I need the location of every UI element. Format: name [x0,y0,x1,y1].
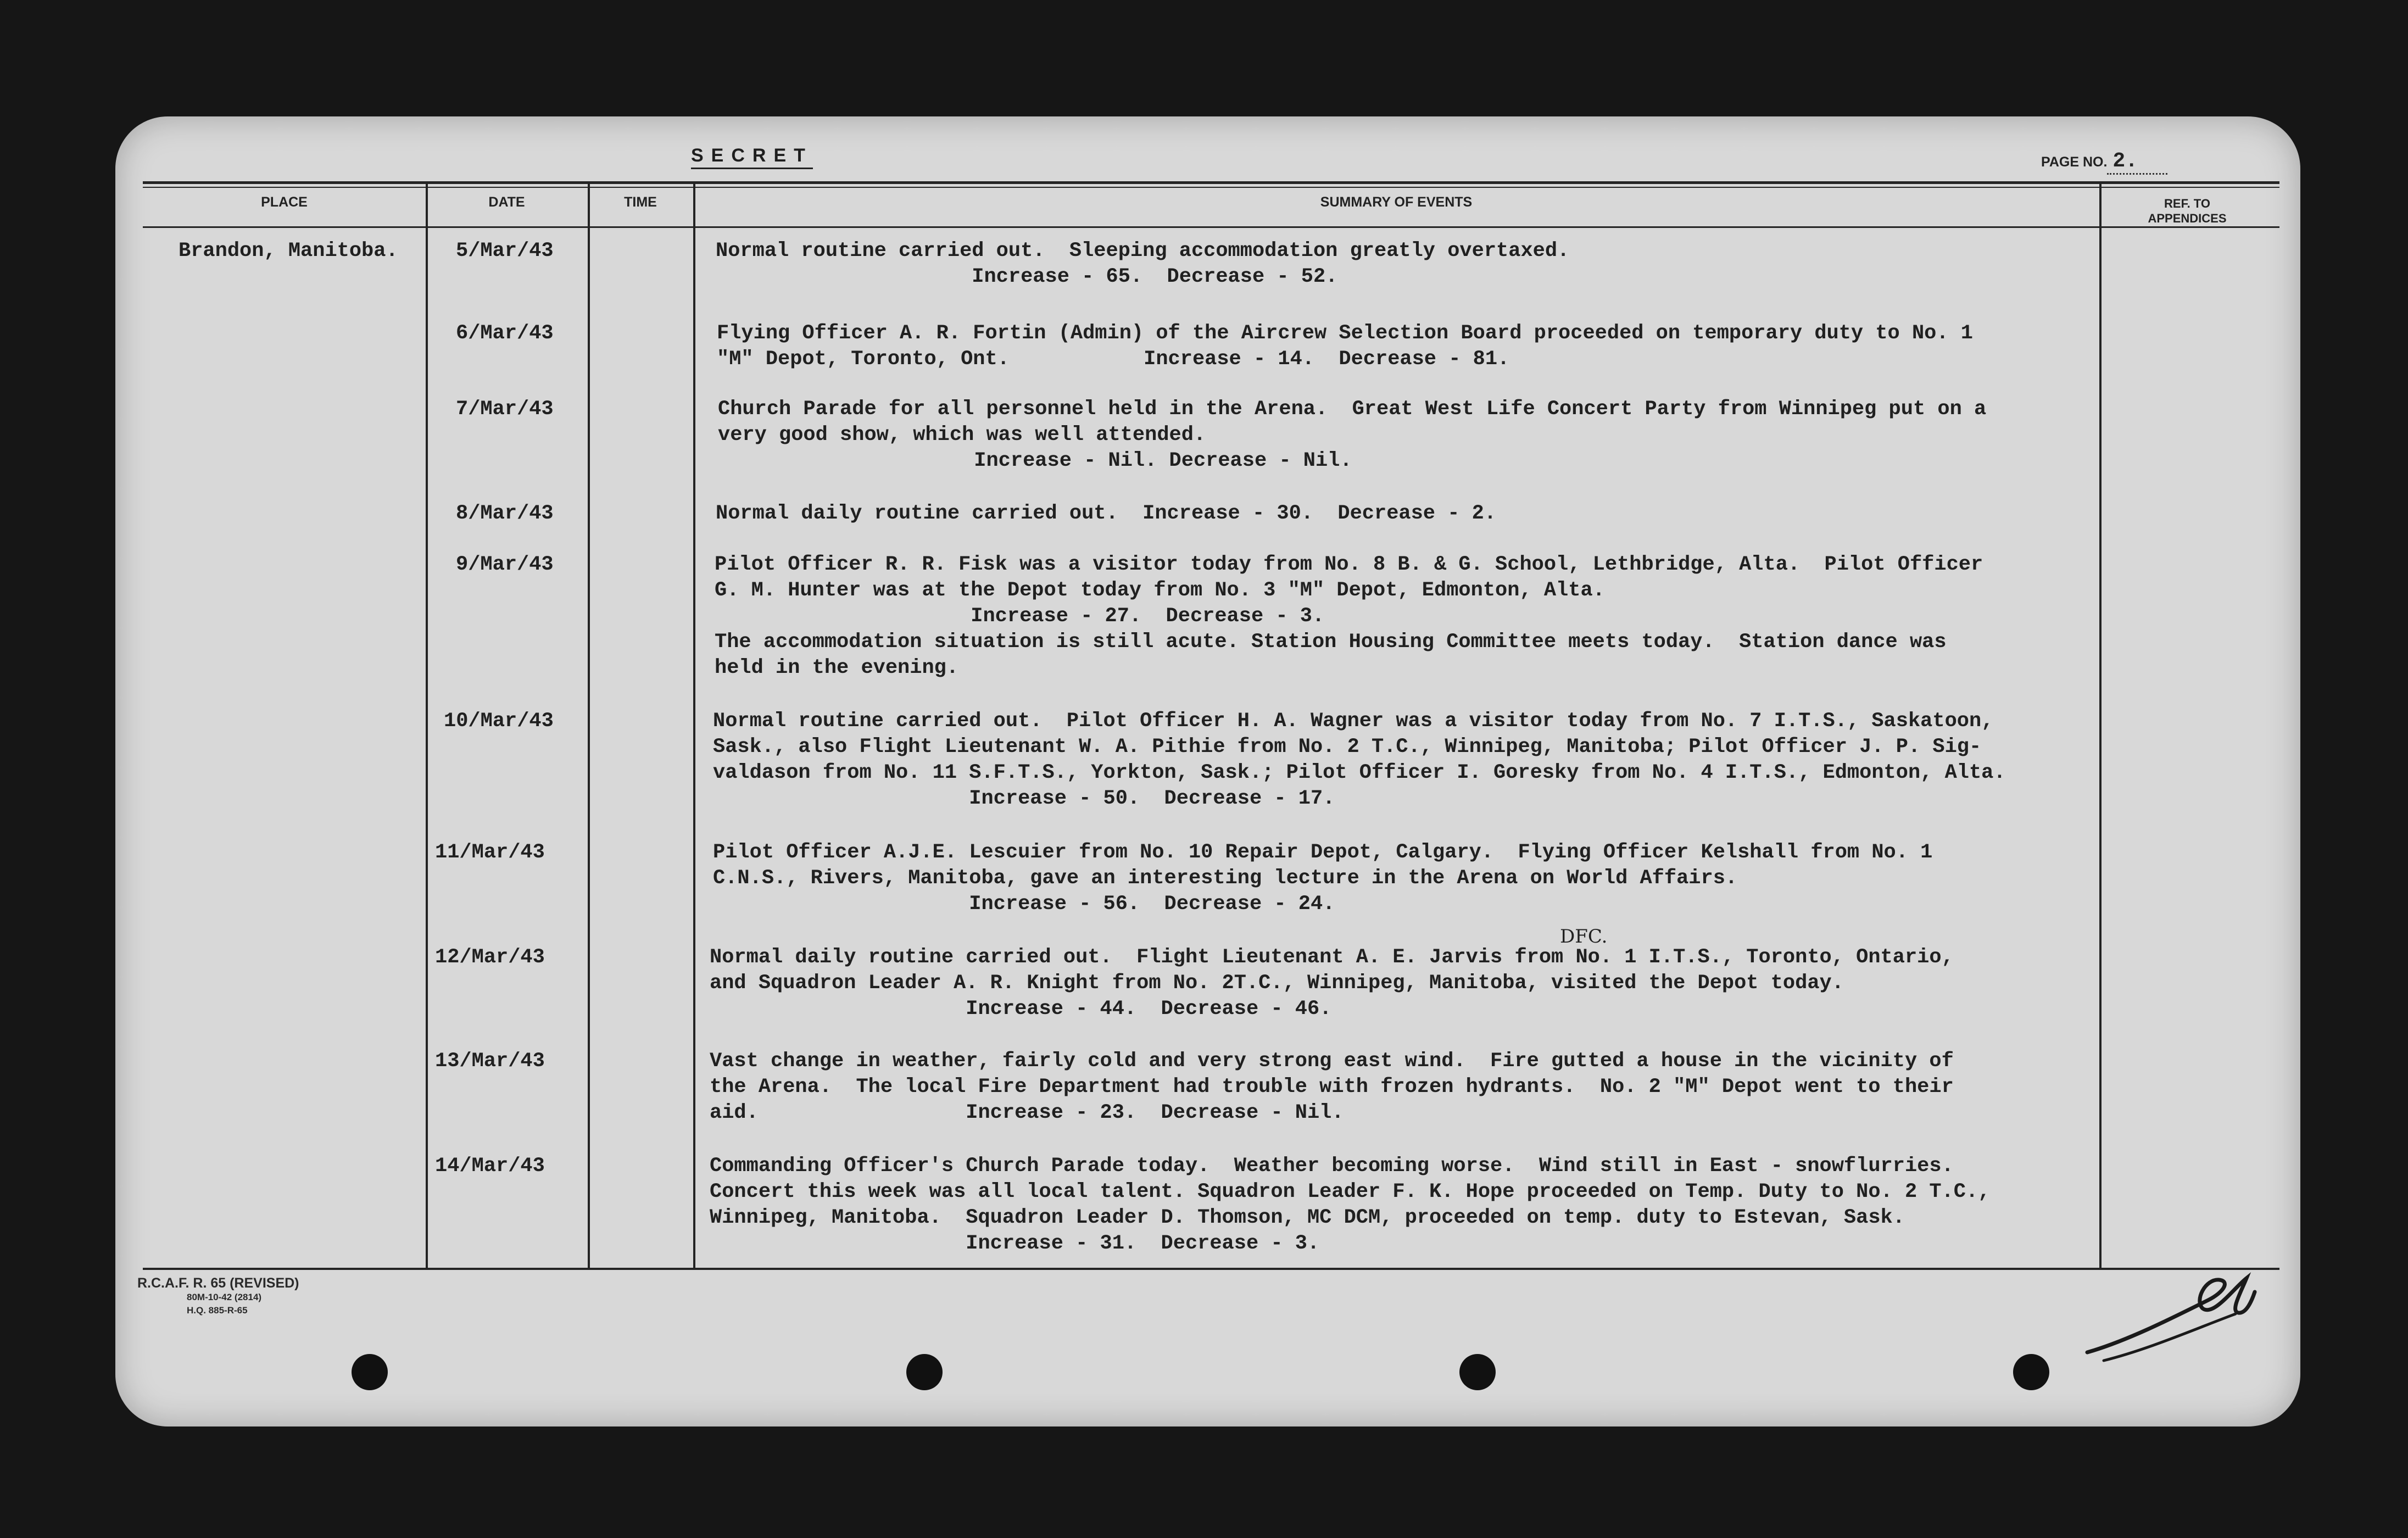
entry-summary: Normal routine carried out. Sleeping accommodation greatly overtaxed. Increase - 65. Decrease - 52. [716,239,1570,288]
punch-hole [2013,1354,2049,1390]
entry-date: 12/Mar/43 [435,946,545,969]
header-ref-line1: REF. TO [2164,197,2210,210]
entry-summary: Normal daily routine carried out. Flight Lieutenant A. E. Jarvis from No. 1 I.T.S., Toronto, Ontario, and Squadron Leader A. R. Knight from No. 2T.C., Winnipeg, Manitoba, visited the Depot today. Increase - 44. Decrease - 46. [710,946,1954,1021]
header-ref-line2: APPENDICES [2148,211,2227,225]
top-rule [143,181,2279,184]
top-rule-thin [143,187,2279,188]
entry-date: 13/Mar/43 [435,1050,545,1073]
col-rule-place [426,183,428,1268]
entry-summary: Normal routine carried out. Pilot Officer H. A. Wagner was a visitor today from No. 7 I.T.S., Saskatoon, Sask., also Flight Lieutenant W. A. Pithie from No. 2 T.C., Winnipeg, Manitoba; Pilot Officer J. P. Sig- valdason from No. 11 S.F.T.S., Yorkton, Sask.; Pilot Officer I. Goresky from No. 4 I.T.S., Edmonton, Alta. Increase - 50. Decrease - 17. [713,710,2006,810]
entry-date: 8/Mar/43 [456,502,554,525]
col-rule-summary [2099,183,2102,1268]
page-number-value: 2. [2107,149,2167,175]
punch-hole [1459,1354,1496,1390]
entry-date: 14/Mar/43 [435,1155,545,1178]
col-rule-date [588,183,590,1268]
entry-summary: Commanding Officer's Church Parade today. Weather becoming worse. Wind still in East - snowflurries. Concert this week was all local talent. Squadron Leader F. K. Hope proceeded on Temp. Duty to No. 2 T.C., Winnipeg, Manitoba. Squadron Leader D. Thomson, MC DCM, proceeded on temp. duty to Estevan, Sask. Increase - 31. Decrease - 3. [710,1155,1991,1255]
entry-summary: Pilot Officer A.J.E. Lescuier from No. 10 Repair Depot, Calgary. Flying Officer Kelshall from No. 1 C.N.S., Rivers, Manitoba, gave an interesting lecture in the Arena on World Affairs. Increase - 56. Decrease - 24. [713,841,1933,916]
handwritten-annotation: DFC. [1560,926,1608,948]
entry-date: 11/Mar/43 [435,841,545,864]
place-cell: Brandon, Manitoba. [179,239,398,263]
form-hq-ref: H.Q. 885-R-65 [187,1305,248,1316]
page-number-label: PAGE NO. [2041,154,2108,170]
form-print-run: 80M-10-42 (2814) [187,1292,262,1302]
punch-hole [352,1354,388,1390]
header-date: DATE [488,194,525,210]
entry-summary: Normal daily routine carried out. Increase - 30. Decrease - 2. [716,502,1497,525]
punch-hole [906,1354,943,1390]
header-place: PLACE [261,194,308,210]
entry-date: 7/Mar/43 [456,398,554,421]
header-rule [143,226,2279,228]
header-summary: SUMMARY OF EVENTS [1320,194,1473,210]
entry-summary: Vast change in weather, fairly cold and very strong east wind. Fire gutted a house in the vicinity of the Arena. The local Fire Department had trouble with frozen hydrants. No. 2 "M" Depot went to their aid. Increase - 23. Decrease - Nil. [710,1050,1954,1124]
form-number [137,1275,299,1317]
header-ref [2099,196,2275,226]
entry-date: 10/Mar/43 [444,710,554,733]
diary-sheet [115,116,2300,1426]
entry-date: 9/Mar/43 [456,553,554,576]
entry-summary: Flying Officer A. R. Fortin (Admin) of the Aircrew Selection Board proceeded on temporary duty to No. 1 "M" Depot, Toronto, Ont. Increase - 14. Decrease - 81. [717,322,1973,371]
page-number [2041,149,2167,175]
entry-date: 5/Mar/43 [456,239,554,263]
entry-summary: Church Parade for all personnel held in the Arena. Great West Life Concert Party from Winnipeg put on a very good show, which was well attended. Increase - Nil. Decrease - Nil. [718,398,1987,472]
entry-summary: Pilot Officer R. R. Fisk was a visitor today from No. 8 B. & G. School, Lethbridge, Alta. Pilot Officer G. M. Hunter was at the Depot today from No. 3 "M" Depot, Edmonton, Alta. Increase - 27. Decrease - 3. The accommodation situation is still acute. Station Housing Committee meets today. Station dance was held in the evening. [715,553,1983,679]
col-rule-time [693,183,695,1268]
signature-icon [2082,1248,2258,1369]
entry-date: 6/Mar/43 [456,322,554,345]
classification-stamp: SECRET [691,145,813,169]
header-time: TIME [624,194,657,210]
form-code: R.C.A.F. R. 65 (REVISED) [137,1275,299,1291]
bottom-rule [143,1268,2279,1270]
